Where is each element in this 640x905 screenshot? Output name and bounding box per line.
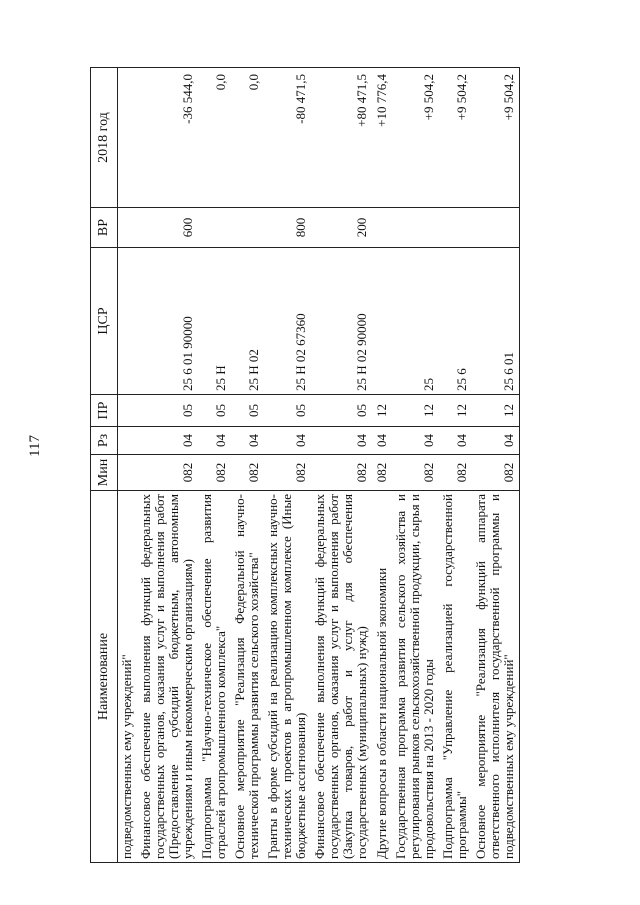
row-pr: 05: [231, 395, 264, 427]
header-rz: Рз: [91, 427, 118, 455]
table-row: [439, 68, 472, 863]
table-row: [118, 68, 138, 863]
row-vr: [198, 208, 231, 248]
row-name: Основное мероприятие "Реализация Федеральной научно-технической программы развития сельского хозяйства": [231, 491, 264, 863]
row-vr: [373, 208, 392, 248]
row-min: 082: [137, 455, 198, 491]
row-name: Другие вопросы в области национальной экономики: [373, 491, 392, 863]
table-row: [264, 68, 311, 863]
row-rz: 04: [198, 427, 231, 455]
row-pr: 05: [198, 395, 231, 427]
table-row: [472, 68, 520, 863]
row-min: 082: [264, 455, 311, 491]
table-row: [137, 68, 198, 863]
row-min: 082: [472, 455, 520, 491]
row-pr: 05: [137, 395, 198, 427]
row-min: 082: [392, 455, 439, 491]
row-rz: 04: [231, 427, 264, 455]
row-min: 082: [373, 455, 392, 491]
row-csr: 25 Н 02 90000: [311, 248, 372, 395]
row-vr: 600: [137, 208, 198, 248]
table-row: [198, 68, 231, 863]
row-min: 082: [198, 455, 231, 491]
row-vr: [472, 208, 520, 248]
header-vr: ВР: [91, 208, 118, 248]
row-pr: 05: [264, 395, 311, 427]
row-amount: 0,0: [198, 68, 231, 208]
row-min: 082: [311, 455, 372, 491]
row-rz: 04: [137, 427, 198, 455]
row-rz: 04: [373, 427, 392, 455]
page-number: 117: [26, 435, 43, 457]
header-name: Наименование: [91, 491, 118, 863]
row-amount: [118, 68, 138, 208]
row-csr: 25: [392, 248, 439, 395]
row-amount: +9 504,2: [392, 68, 439, 208]
row-pr: [118, 395, 138, 427]
row-csr: 25 6: [439, 248, 472, 395]
row-min: 082: [231, 455, 264, 491]
row-name: Финансовое обеспечение выполнения функций федеральных государственных органов, оказания услуг и выполнения работ (Закупка товаров, работ и услуг для обеспечения государственных (муниципальных) нужд): [311, 491, 372, 863]
row-amount: +9 504,2: [439, 68, 472, 208]
row-rz: 04: [311, 427, 372, 455]
row-name: Государственная программа развития сельского хозяйства и регулирования рынков сельскохозяйственной продукции, сырья и продовольствия на 2013 - 2020 годы: [392, 491, 439, 863]
row-rz: 04: [392, 427, 439, 455]
row-name: Гранты в форме субсидий на реализацию комплексных научно-технических проектов в агропромышленном комплексе (Иные бюджетные ассигнования): [264, 491, 311, 863]
row-pr: 12: [439, 395, 472, 427]
row-vr: 200: [311, 208, 372, 248]
budget-table-container: [90, 68, 620, 863]
header-min: Мин: [91, 455, 118, 491]
header-year: 2018 год: [91, 68, 118, 208]
row-name: Подпрограмма "Научно-техническое обеспечение развития отраслей агропромышленного комплекса": [198, 491, 231, 863]
row-amount: 0,0: [231, 68, 264, 208]
row-vr: 800: [264, 208, 311, 248]
row-min: [118, 455, 138, 491]
row-csr: 25 Н 02 67360: [264, 248, 311, 395]
row-vr: [118, 208, 138, 248]
table-row: [392, 68, 439, 863]
row-vr: [231, 208, 264, 248]
row-name: Подпрограмма "Управление реализацией государственной программы": [439, 491, 472, 863]
row-amount: +9 504,2: [472, 68, 520, 208]
row-rz: [118, 427, 138, 455]
row-csr: 25 Н 02: [231, 248, 264, 395]
row-rz: 04: [264, 427, 311, 455]
header-csr: ЦСР: [91, 248, 118, 395]
row-rz: 04: [439, 427, 472, 455]
row-csr: 25 6 01 90000: [137, 248, 198, 395]
row-name: Основное мероприятие "Реализация функций аппарата ответственного исполнителя государственной программы и подведомственных ему учреждений": [472, 491, 520, 863]
table-header-row: [91, 68, 118, 863]
row-min: 082: [439, 455, 472, 491]
table-row: [231, 68, 264, 863]
row-amount: -36 544,0: [137, 68, 198, 208]
row-pr: 12: [373, 395, 392, 427]
row-name: подведомственных ему учреждений": [118, 491, 138, 863]
row-csr: [118, 248, 138, 395]
row-csr: [373, 248, 392, 395]
row-pr: 05: [311, 395, 372, 427]
row-amount: -80 471,5: [264, 68, 311, 208]
row-csr: 25 Н: [198, 248, 231, 395]
table-row: [311, 68, 372, 863]
row-pr: 12: [392, 395, 439, 427]
header-pr: ПР: [91, 395, 118, 427]
row-name: Финансовое обеспечение выполнения функций федеральных государственных органов, оказания услуг и выполнения работ (Предоставление субсидий бюджетным, автономным учреждениям и иным некоммерческим организациям): [137, 491, 198, 863]
row-csr: 25 6 01: [472, 248, 520, 395]
table-row: [373, 68, 392, 863]
row-rz: 04: [472, 427, 520, 455]
row-amount: +80 471,5: [311, 68, 372, 208]
row-vr: [439, 208, 472, 248]
budget-table: [90, 67, 520, 863]
row-vr: [392, 208, 439, 248]
row-amount: +10 776,4: [373, 68, 392, 208]
row-pr: 12: [472, 395, 520, 427]
